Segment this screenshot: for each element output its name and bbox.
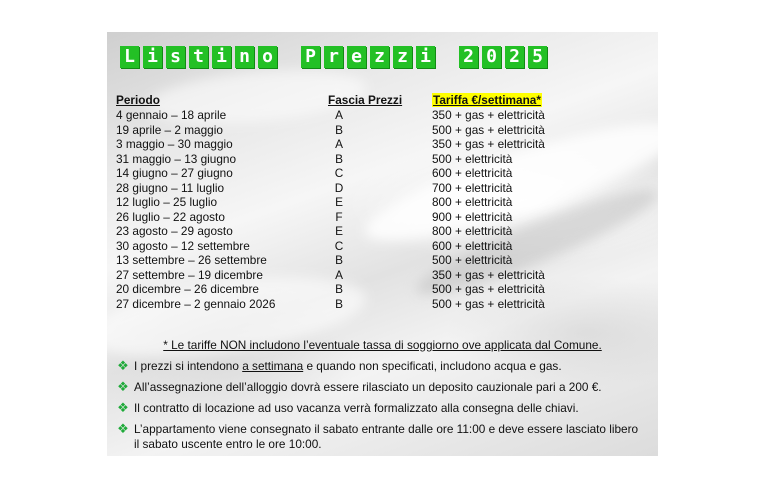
title-letter: r bbox=[324, 46, 343, 68]
note-text bbox=[134, 359, 644, 374]
header-rate bbox=[432, 93, 542, 107]
title-space bbox=[439, 46, 455, 68]
page-title bbox=[120, 46, 551, 68]
title-letter: P bbox=[301, 46, 320, 68]
period-cell: 23 agosto – 29 agosto bbox=[116, 224, 233, 238]
period-cell: 4 gennaio – 18 aprile bbox=[116, 108, 227, 122]
period-cell: 12 luglio – 25 luglio bbox=[116, 195, 218, 209]
title-letter: n bbox=[235, 46, 254, 68]
period-cell: 14 giugno – 27 giugno bbox=[116, 166, 233, 180]
period-cell: 27 dicembre – 2 gennaio 2026 bbox=[116, 296, 276, 311]
table-row bbox=[116, 108, 656, 123]
title-letter: 2 bbox=[459, 46, 478, 68]
rate-cell: 600 + elettricità bbox=[432, 166, 513, 180]
title-letter: i bbox=[416, 46, 435, 68]
title-letter: e bbox=[347, 46, 366, 68]
period-cell: 3 maggio – 30 maggio bbox=[116, 137, 233, 151]
rate-cell: 500 + elettricità bbox=[432, 151, 513, 166]
band-cell: B bbox=[335, 296, 343, 311]
rate-cell: 500 + elettricità bbox=[432, 253, 513, 267]
table-row bbox=[116, 224, 656, 239]
period-cell: 13 settembre – 26 settembre bbox=[116, 253, 267, 267]
note-text: Il contratto di locazione ad uso vacanza verrà formalizzato alla consegna delle chiavi. bbox=[134, 401, 579, 415]
title-letter: 0 bbox=[482, 46, 501, 68]
note-text-post: e quando non specificati, includono acqua e gas. bbox=[303, 359, 562, 373]
band-cell: A bbox=[335, 108, 343, 122]
band-cell: C bbox=[334, 166, 344, 180]
title-letter: i bbox=[212, 46, 231, 68]
period-cell: 30 agosto – 12 settembre bbox=[116, 238, 250, 253]
table-row bbox=[116, 166, 656, 181]
rate-cell: 350 + gas + elettricità bbox=[432, 267, 545, 282]
period-cell: 19 aprile – 2 maggio bbox=[116, 122, 223, 137]
table-row bbox=[116, 123, 656, 138]
title-space bbox=[281, 46, 297, 68]
title-letter: z bbox=[370, 46, 389, 68]
table-row bbox=[116, 210, 656, 225]
band-cell: E bbox=[335, 224, 343, 238]
band-cell: B bbox=[335, 151, 343, 166]
table-row bbox=[116, 137, 656, 152]
header-rate-label: Tariffa €/settimana* bbox=[433, 93, 541, 107]
rate-cell: 800 + elettricità bbox=[432, 195, 513, 209]
title-letter: t bbox=[189, 46, 208, 68]
band-cell: B bbox=[335, 282, 343, 296]
table-row bbox=[116, 239, 656, 254]
rate-cell: 900 + elettricità bbox=[432, 209, 513, 224]
title-letter: o bbox=[258, 46, 277, 68]
rate-cell: 500 + gas + elettricità bbox=[432, 296, 545, 311]
clover-bullet-icon: ❖ bbox=[117, 379, 129, 394]
table-row bbox=[116, 297, 656, 312]
band-cell: C bbox=[334, 238, 344, 253]
table-row bbox=[116, 181, 656, 196]
band-cell: A bbox=[335, 267, 343, 282]
note-text: L’appartamento viene consegnato il sabato entrante dalle ore 11:00 e deve essere lasciato libero il sabato uscente entro le ore 10:00. bbox=[134, 422, 639, 451]
period-cell: 26 luglio – 22 agosto bbox=[116, 209, 225, 224]
rate-cell: 350 + gas + elettricità bbox=[432, 137, 545, 151]
note-text-pre: I prezzi si intendono bbox=[134, 359, 243, 373]
band-cell: A bbox=[335, 137, 343, 151]
title-letter: s bbox=[166, 46, 185, 68]
rate-cell: 600 + elettricità bbox=[432, 238, 513, 253]
title-letter: z bbox=[393, 46, 412, 68]
header-band: Fascia Prezzi bbox=[328, 93, 403, 107]
band-cell: B bbox=[335, 122, 343, 137]
band-cell: D bbox=[334, 180, 344, 195]
rate-cell: 500 + gas + elettricità bbox=[432, 282, 545, 296]
footnote bbox=[107, 338, 658, 352]
table-row bbox=[116, 268, 656, 283]
table-row bbox=[116, 195, 656, 210]
note-text-underlined: a settimana bbox=[242, 359, 304, 373]
period-cell: 28 giugno – 11 luglio bbox=[116, 180, 225, 195]
band-cell: F bbox=[335, 209, 343, 224]
clover-bullet-icon: ❖ bbox=[117, 421, 129, 436]
band-cell: B bbox=[335, 253, 343, 267]
rate-cell: 700 + elettricità bbox=[432, 180, 513, 195]
table-row bbox=[116, 253, 656, 268]
price-list-sheet bbox=[107, 32, 658, 456]
footnote-text: * Le tariffe NON includono l’eventuale tassa di soggiorno ove applicata dal Comune. bbox=[163, 338, 602, 352]
period-cell: 20 dicembre – 26 dicembre bbox=[116, 282, 259, 296]
title-letter: 2 bbox=[505, 46, 524, 68]
header-period: Periodo bbox=[116, 93, 160, 107]
rate-cell: 800 + elettricità bbox=[432, 224, 513, 238]
period-cell: 31 maggio – 13 giugno bbox=[116, 151, 237, 166]
band-cell: E bbox=[335, 195, 343, 209]
table-row bbox=[116, 282, 656, 297]
period-cell: 27 settembre – 19 dicembre bbox=[116, 267, 263, 282]
clover-bullet-icon: ❖ bbox=[117, 358, 129, 373]
table-row bbox=[116, 152, 656, 167]
clover-bullet-icon: ❖ bbox=[117, 400, 129, 415]
note-text: All’assegnazione dell’alloggio dovrà essere rilasciato un deposito cauzionale pari a 200 €. bbox=[134, 380, 602, 394]
title-letter: L bbox=[120, 46, 139, 68]
title-letter: i bbox=[143, 46, 162, 68]
rate-cell: 350 + gas + elettricità bbox=[432, 108, 545, 122]
title-letter: 5 bbox=[528, 46, 547, 68]
rate-cell: 500 + gas + elettricità bbox=[432, 122, 545, 137]
